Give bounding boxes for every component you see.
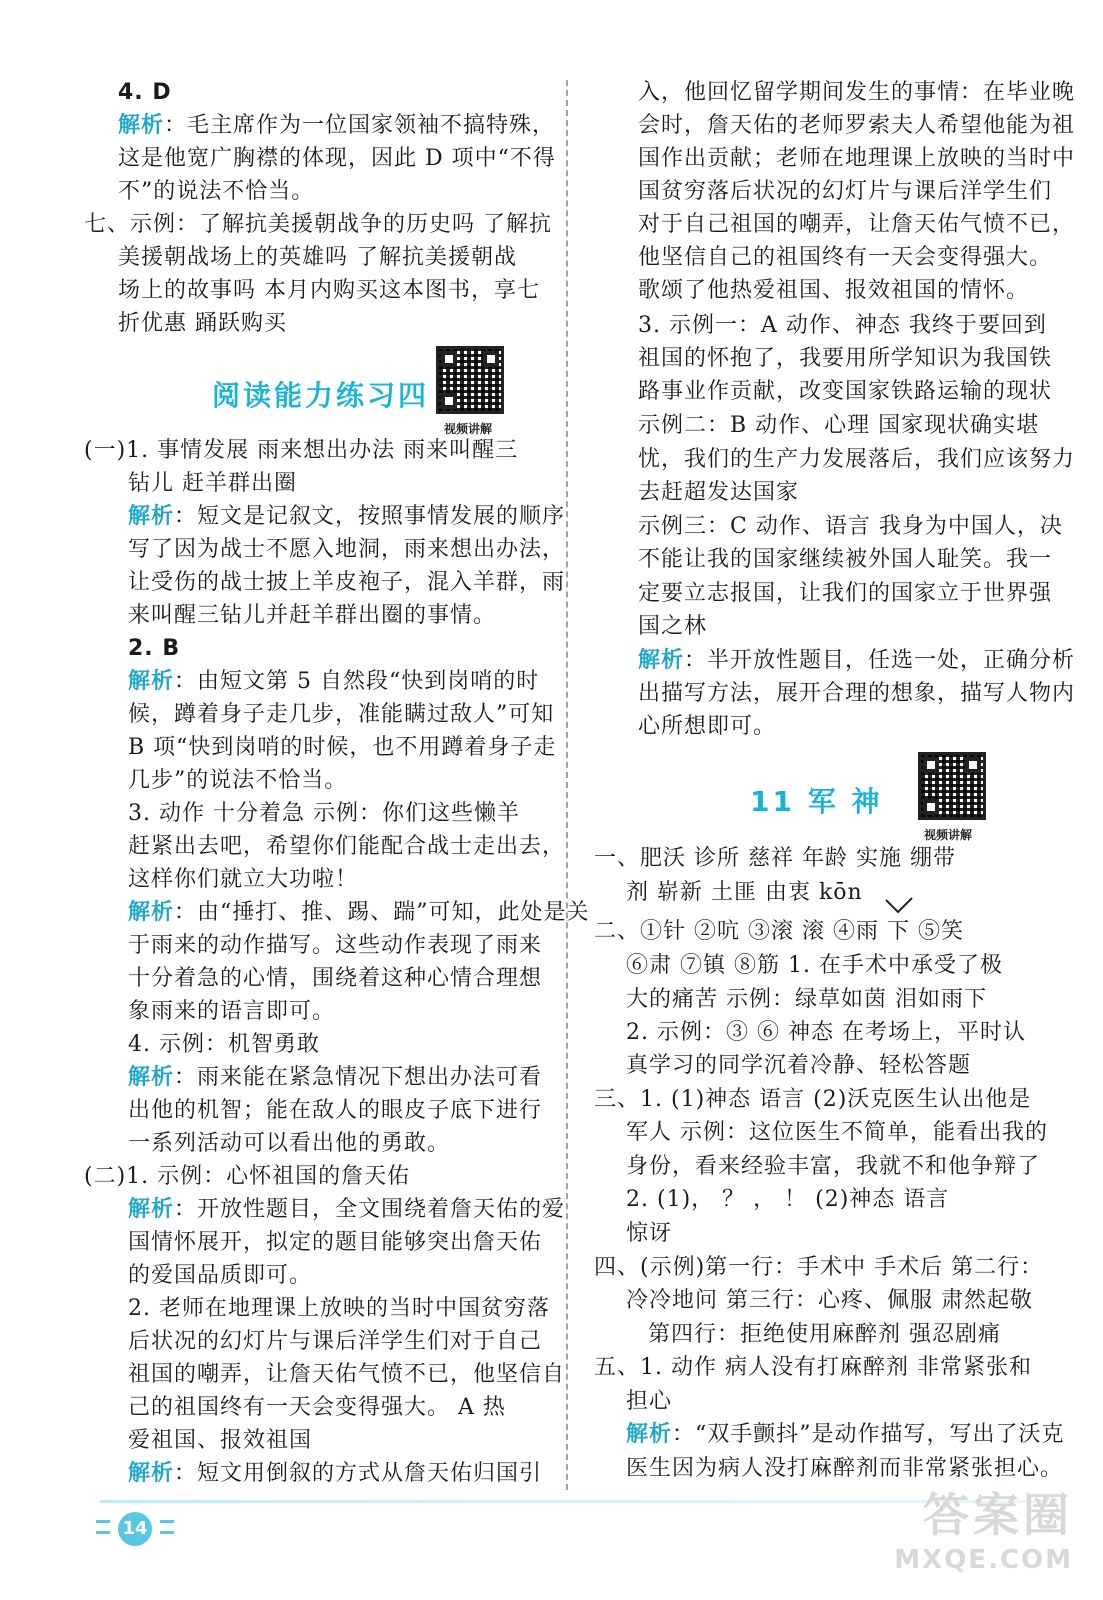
text-line: 军人 示例：这位医生不简单，能看出我的 <box>626 1120 1048 1145</box>
analysis-line <box>128 1061 542 1095</box>
analysis-text: ：由短文第 5 自然段“快到岗哨的时 <box>174 669 540 694</box>
analysis-line <box>626 1418 1065 1452</box>
text-line: 爱祖国、报效祖国 <box>128 1428 313 1453</box>
text-line: 2. (1)， ？ ， ！ (2)神态 语言 <box>626 1187 950 1212</box>
watermark-logo <box>894 1479 1073 1575</box>
text-line: 写了因为战士不愿入地洞，雨来想出办法， <box>128 537 566 562</box>
analysis-label: 解析 <box>118 113 165 138</box>
text-line: 不能让我的国家继续被外国人耻笑。我一 <box>638 547 1053 572</box>
analysis-label: 解析 <box>128 900 175 925</box>
answer-line: 2. B <box>128 636 181 661</box>
analysis-label: 解析 <box>128 504 175 529</box>
text-line: 会时，詹天佑的老师罗索夫人希望他能为祖 <box>638 113 1076 138</box>
text-line: B 项“快到岗哨的时候，也不用蹲着身子走 <box>128 735 557 760</box>
text-line: 出描写方法，展开合理的想象，描写人物内 <box>638 681 1076 706</box>
watermark-url: MXQE.COM <box>894 1545 1073 1575</box>
page-deco-right <box>160 1520 174 1534</box>
text-line: 示例三：C 动作、语言 我身为中国人，决 <box>638 514 1063 539</box>
text-line: 五、1. 动作 病人没有打麻醉剂 非常紧张和 <box>594 1355 1032 1380</box>
text-line: 国作出贡献；老师在地理课上放映的当时中 <box>638 146 1076 171</box>
text-line: 国之林 <box>638 614 708 639</box>
text-line: 于雨来的动作描写。这些动作表现了雨来 <box>128 933 543 958</box>
text-line: 七、示例：了解抗美援朝战争的历史吗 了解抗 <box>84 212 552 237</box>
analysis-line <box>128 1457 542 1491</box>
text-line: 心所想即可。 <box>638 714 777 739</box>
text-line: 这是他宽广胸襟的体现，因此 D 项中“不得 <box>118 146 556 171</box>
text-line: 钻儿 赶羊群出圈 <box>128 471 297 496</box>
text-line: 祖国的怀抱了，我要用所学知识为我国铁 <box>638 346 1053 371</box>
analysis-text: ：短文是记叙文，按照事情发展的顺序 <box>174 504 566 529</box>
text-line: 出他的机智；能在敌人的眼皮子底下进行 <box>128 1098 543 1123</box>
analysis-line <box>128 500 565 534</box>
text-line: 国情怀展开，拟定的题目能够突出詹天佑 <box>128 1230 543 1255</box>
qr-caption: 视频讲解 <box>924 828 973 842</box>
text-line: 3. 动作 十分着急 示例：你们这些懒羊 <box>128 801 520 826</box>
page-number: 14 <box>118 1512 152 1546</box>
text-line: 4. 示例：机智勇敢 <box>128 1032 320 1057</box>
text-line: 候，蹲着身子走几步，准能瞒过敌人”可知 <box>128 702 555 727</box>
text-line: 入，他回忆留学期间发生的事情：在毕业晚 <box>638 80 1076 105</box>
text-line: 真学习的同学沉着冷静、轻松答题 <box>626 1053 972 1078</box>
text-line: 大的痛苦 示例：绿草如茵 泪如雨下 <box>626 987 987 1012</box>
text-line: 他坚信自己的祖国终有一天会变得强大。 <box>638 245 1053 270</box>
text-line: 二、①针 ②吭 ③滚 滚 ④雨 下 ⑤笑 <box>594 919 964 944</box>
text-line: 赶紧出去吧，希望你们能配合战士走出去， <box>128 834 566 859</box>
text-line: 来叫醒三钻儿并赶羊群出圈的事情。 <box>128 603 497 628</box>
analysis-text: ：“双手颤抖”是动作描写，写出了沃克 <box>672 1422 1065 1447</box>
text-line: 四、(示例)第一行：手术中 手术后 第二行： <box>594 1255 1044 1280</box>
analysis-text: ：开放性题目，全文围绕着詹天佑的爱 <box>174 1197 566 1222</box>
analysis-text: ：毛主席作为一位国家领袖不搞特殊， <box>164 113 556 138</box>
analysis-text: ：雨来能在紧急情况下想出办法可看 <box>174 1065 543 1090</box>
text-line: 后状况的幻灯片与课后洋学生们对于自己 <box>128 1329 543 1354</box>
text-line: 路事业作贡献，改变国家铁路运输的现状 <box>638 379 1053 404</box>
text-line: 折优惠 踊跃购买 <box>118 311 287 336</box>
analysis-label: 解析 <box>128 1065 175 1090</box>
text-line: 一、肥沃 诊所 慈祥 年龄 实施 绷带 <box>594 846 956 871</box>
section-title: 阅读能力练习四 <box>212 379 430 412</box>
text-line: 美援朝战场上的英雄吗 了解抗美援朝战 <box>118 245 517 270</box>
text-line: 不”的说法不恰当。 <box>118 179 315 204</box>
analysis-label: 解析 <box>626 1422 673 1447</box>
text-line: 十分着急的心情，围绕着这种心情合理想 <box>128 966 543 991</box>
watermark-text: 答案圈 <box>923 1488 1073 1542</box>
text-line: 医生因为病人没打麻醉剂而非常紧张担心。 <box>626 1456 1064 1481</box>
text-line: 2. 示例：③ ⑥ 神态 在考场上，平时认 <box>626 1020 1026 1045</box>
text-line: 忧，我们的生产力发展落后，我们应该努力 <box>638 447 1076 472</box>
qr-code-icon[interactable] <box>918 752 986 820</box>
section-title: 11 军 神 <box>750 785 883 818</box>
text-line: 场上的故事吗 本月内购买这本图书，享七 <box>118 278 540 303</box>
text-line: 3. 示例一：A 动作、神态 我终于要回到 <box>638 313 1047 338</box>
text-line: 几步”的说法不恰当。 <box>128 768 348 793</box>
column-divider <box>566 80 568 1490</box>
text-line: 担心 <box>626 1389 673 1414</box>
analysis-label: 解析 <box>638 648 685 673</box>
text-line: 第四行：拒绝使用麻醉剂 强忍剧痛 <box>648 1322 1001 1347</box>
analysis-text: ：由“捶打、推、踢、踹”可知，此处是关 <box>174 900 590 925</box>
text-line: 国贫穷落后状况的幻灯片与课后洋学生们 <box>638 179 1053 204</box>
qr-caption: 视频讲解 <box>444 422 493 436</box>
text-line: 的爱国品质即可。 <box>128 1263 313 1288</box>
analysis-text: ：半开放性题目，任选一处，正确分析 <box>684 648 1076 673</box>
text-line: 象雨来的语言即可。 <box>128 999 336 1024</box>
analysis-line <box>128 896 590 930</box>
analysis-line <box>128 665 539 699</box>
analysis-line <box>118 109 555 143</box>
text-line: 对于自己祖国的嘲弄，让詹天佑气愤不已， <box>638 212 1076 237</box>
text-line: 三、1. (1)神态 语言 (2)沃克医生认出他是 <box>594 1087 1032 1112</box>
analysis-label: 解析 <box>128 1197 175 1222</box>
text-line: 祖国的嘲弄，让詹天佑气愤不已，他坚信自 <box>128 1362 566 1387</box>
text-line: 去赶超发达国家 <box>638 480 800 505</box>
check-mark-icon <box>884 896 914 916</box>
text-line: 示例二：B 动作、心理 国家现状确实堪 <box>638 413 1040 438</box>
analysis-line <box>638 644 1075 678</box>
analysis-text: ：短文用倒叙的方式从詹天佑归国引 <box>174 1461 543 1486</box>
page-deco-left <box>96 1520 110 1534</box>
text-line: 让受伤的战士披上羊皮袍子，混入羊群，雨 <box>128 570 566 595</box>
text-line: 剂 崭新 土匪 由衷 kōn <box>626 880 863 905</box>
text-line: 一系列活动可以看出他的勇敢。 <box>128 1131 451 1156</box>
text-line: 冷冷地问 第三行：心疼、佩服 肃然起敬 <box>626 1288 1033 1313</box>
analysis-label: 解析 <box>128 1461 175 1486</box>
text-line: 定要立志报国，让我们的国家立于世界强 <box>638 581 1053 606</box>
analysis-label: 解析 <box>128 669 175 694</box>
text-line: ⑥肃 ⑦镇 ⑧筋 1. 在手术中承受了极 <box>626 953 1003 978</box>
qr-code-icon[interactable] <box>436 346 504 414</box>
text-line: (二)1. 示例：心怀祖国的詹天佑 <box>84 1164 411 1189</box>
text-line: 歌颂了他热爱祖国、报效祖国的情怀。 <box>638 278 1030 303</box>
text-line: 惊讶 <box>626 1221 673 1246</box>
text-line: 身份，看来经验丰富，我就不和他争辩了 <box>626 1154 1041 1179</box>
text-line: 己的祖国终有一天会变得强大。 A 热 <box>128 1395 506 1420</box>
text-line: (一)1. 事情发展 雨来想出办法 雨来叫醒三 <box>84 438 519 463</box>
text-line: 这样你们就立大功啦！ <box>128 867 359 892</box>
answer-line: 4. D <box>118 80 172 105</box>
analysis-line <box>128 1193 565 1227</box>
text-line: 2. 老师在地理课上放映的当时中国贫穷落 <box>128 1296 550 1321</box>
